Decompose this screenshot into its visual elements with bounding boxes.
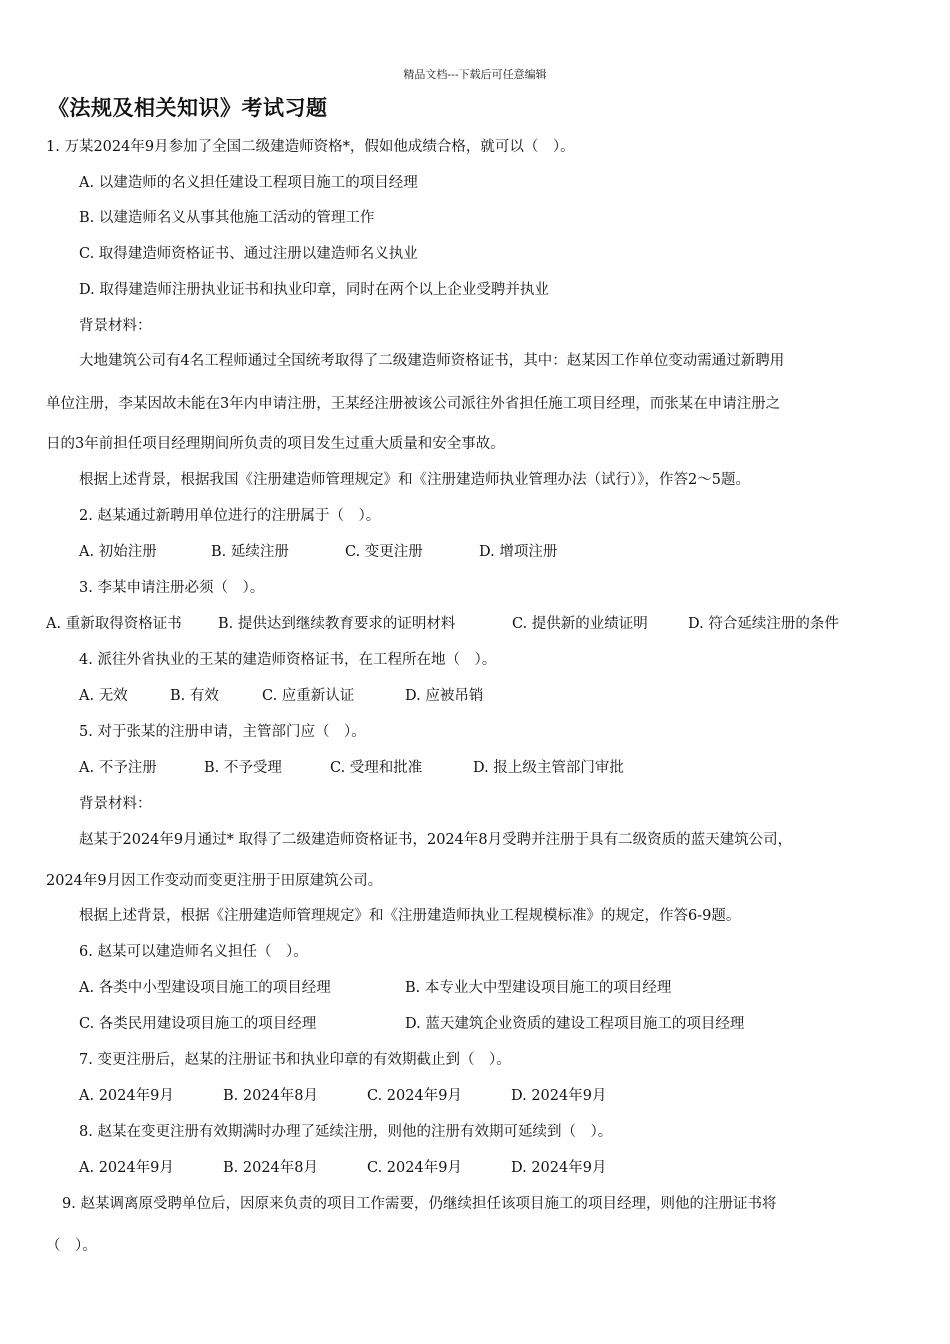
question-1-option-a: A. 以建造师的名义担任建设工程项目施工的项目经理 xyxy=(79,175,418,191)
background-1-label: 背景材料： xyxy=(79,318,152,334)
question-1-option-d: D. 取得建造师注册执业证书和执业印章，同时在两个以上企业受聘并执业 xyxy=(79,282,549,298)
question-9-stem: 9. 赵某调离原受聘单位后，因原来负责的项目工作需要，仍继续担任该项目施工的项目经理，则他的注册证书将 xyxy=(62,1196,777,1212)
question-5-option-c: C. 受理和批准 xyxy=(330,760,423,776)
question-6-options-row-2 xyxy=(79,1014,744,1034)
question-2-options xyxy=(79,542,557,562)
background-2-para-line-1: 赵某于2024年9月通过* 取得了二级建造师资格证书，2024年8月受聘并注册于具有二级资质的蓝天建筑公司， xyxy=(79,832,793,848)
question-1-stem: 1. 万某2024年9月参加了全国二级建造师资格*，假如他成绩合格，就可以（ ）。 xyxy=(46,139,575,155)
question-3-stem: 3. 李某申请注册必须（ ）。 xyxy=(79,580,265,596)
question-3-options xyxy=(46,614,839,634)
question-4-option-c: C. 应重新认证 xyxy=(262,688,355,704)
question-5-option-d: D. 报上级主管部门审批 xyxy=(473,760,624,776)
background-1-para-line-2: 单位注册，李某因故未能在3年内申请注册，王某经注册被该公司派往外省担任施工项目经理，而张某在申请注册之 xyxy=(46,396,781,412)
question-2-stem: 2. 赵某通过新聘用单位进行的注册属于（ ）。 xyxy=(79,508,381,524)
page-header: 精品文档---下载后可任意编辑 xyxy=(403,68,547,81)
question-5-option-a: A. 不予注册 xyxy=(79,760,157,776)
question-4-options xyxy=(79,686,483,706)
question-4-option-a: A. 无效 xyxy=(79,688,128,704)
question-8-option-a: A. 2024年9月 xyxy=(79,1160,174,1176)
question-7-option-b: B. 2024年8月 xyxy=(223,1088,319,1104)
background-1-para-line-1: 大地建筑公司有4名工程师通过全国统考取得了二级建造师资格证书，其中：赵某因工作单位变动需通过新聘用 xyxy=(79,353,785,369)
question-2-option-d: D. 增项注册 xyxy=(479,544,558,560)
question-9-stem-continued: （ ）。 xyxy=(46,1238,97,1254)
question-8-option-c: C. 2024年9月 xyxy=(367,1160,462,1176)
question-5-option-b: B. 不予受理 xyxy=(204,760,282,776)
question-7-option-c: C. 2024年9月 xyxy=(367,1088,462,1104)
background-2-label: 背景材料： xyxy=(79,796,152,812)
question-2-option-b: B. 延续注册 xyxy=(211,544,289,560)
question-8-option-b: B. 2024年8月 xyxy=(223,1160,319,1176)
question-6-option-b: B. 本专业大中型建设项目施工的项目经理 xyxy=(405,980,672,996)
question-5-options xyxy=(79,758,624,778)
question-3-option-a: A. 重新取得资格证书 xyxy=(46,616,182,632)
question-2-option-c: C. 变更注册 xyxy=(345,544,423,560)
question-7-option-a: A. 2024年9月 xyxy=(79,1088,174,1104)
background-2-para-line-2: 2024年9月因工作变动而变更注册于田原建筑公司。 xyxy=(46,873,383,889)
question-7-options xyxy=(79,1086,606,1106)
question-8-stem: 8. 赵某在变更注册有效期满时办理了延续注册，则他的注册有效期可延续到（ ）。 xyxy=(79,1124,613,1140)
background-1-para-line-3: 日的3年前担任项目经理期间所负责的项目发生过重大质量和安全事故。 xyxy=(46,436,505,452)
question-6-option-c: C. 各类民用建设项目施工的项目经理 xyxy=(79,1016,317,1032)
question-4-option-b: B. 有效 xyxy=(170,688,219,704)
question-3-option-d: D. 符合延续注册的条件 xyxy=(688,616,839,632)
question-1-option-b: B. 以建造师名义从事其他施工活动的管理工作 xyxy=(79,210,375,226)
question-2-option-a: A. 初始注册 xyxy=(79,544,157,560)
question-6-option-a: A. 各类中小型建设项目施工的项目经理 xyxy=(79,980,331,996)
background-2-intro: 根据上述背景，根据《注册建造师管理规定》和《注册建造师执业工程规模标准》的规定，作答6-9题。 xyxy=(79,908,741,924)
question-5-stem: 5. 对于张某的注册申请，主管部门应（ ）。 xyxy=(79,724,366,740)
question-4-option-d: D. 应被吊销 xyxy=(405,688,484,704)
question-3-option-c: C. 提供新的业绩证明 xyxy=(512,616,648,632)
question-3-option-b: B. 提供达到继续教育要求的证明材料 xyxy=(218,616,456,632)
page-title: 《法规及相关知识》考试习题 xyxy=(48,96,328,120)
question-7-option-d: D. 2024年9月 xyxy=(511,1088,607,1104)
question-6-options-row-1 xyxy=(79,978,671,998)
question-1-option-c: C. 取得建造师资格证书、通过注册以建造师名义执业 xyxy=(79,246,418,262)
question-8-options xyxy=(79,1158,606,1178)
background-1-intro: 根据上述背景，根据我国《注册建造师管理规定》和《注册建造师执业管理办法（试行）》，作答2～5题。 xyxy=(79,472,750,488)
question-6-stem: 6. 赵某可以建造师名义担任（ ）。 xyxy=(79,944,308,960)
question-6-option-d: D. 蓝天建筑企业资质的建设工程项目施工的项目经理 xyxy=(405,1016,745,1032)
question-4-stem: 4. 派往外省执业的王某的建造师资格证书，在工程所在地（ ）。 xyxy=(79,652,497,668)
question-7-stem: 7. 变更注册后，赵某的注册证书和执业印章的有效期截止到（ ）。 xyxy=(79,1052,511,1068)
question-8-option-d: D. 2024年9月 xyxy=(511,1160,607,1176)
